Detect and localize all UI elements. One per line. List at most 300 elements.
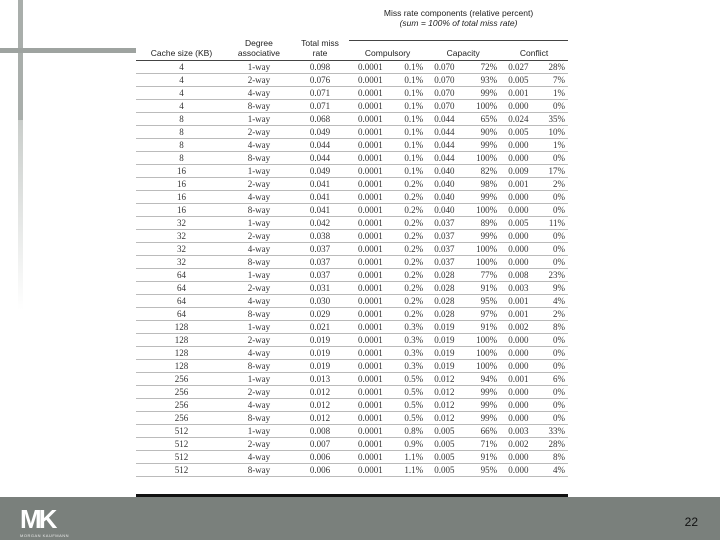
- conflict-value-cell: 0.000: [500, 138, 536, 151]
- total-miss-rate-cell: 0.037: [291, 242, 349, 255]
- header-degree-line2: associative: [237, 47, 280, 58]
- conflict-percent-cell: 0%: [537, 255, 568, 268]
- conflict-percent-cell: 33%: [537, 424, 568, 437]
- compulsory-value-cell: 0.0001: [349, 151, 392, 164]
- conflict-percent-cell: 8%: [537, 450, 568, 463]
- capacity-value-cell: 0.044: [426, 151, 462, 164]
- total-miss-rate-cell: 0.071: [291, 99, 349, 112]
- table-row: [136, 424, 568, 437]
- compulsory-percent-cell: 0.9%: [392, 437, 426, 450]
- compulsory-percent-cell: 0.1%: [392, 86, 426, 99]
- capacity-percent-cell: 65%: [463, 112, 501, 125]
- associativity-cell: 8-way: [227, 359, 291, 372]
- total-miss-rate-cell: 0.049: [291, 164, 349, 177]
- capacity-percent-cell: 99%: [463, 411, 501, 424]
- capacity-percent-cell: 99%: [463, 385, 501, 398]
- table-body: [136, 60, 568, 476]
- decorative-vertical-fade: [18, 120, 23, 310]
- capacity-percent-cell: 97%: [463, 307, 501, 320]
- header-miss-rate-components: [349, 4, 568, 40]
- cache-size-cell: 256: [136, 385, 227, 398]
- table-row: [136, 73, 568, 86]
- total-miss-rate-cell: 0.019: [291, 346, 349, 359]
- conflict-percent-cell: 9%: [537, 281, 568, 294]
- conflict-percent-cell: 4%: [537, 463, 568, 476]
- cache-size-cell: 16: [136, 203, 227, 216]
- cache-size-cell: 128: [136, 359, 227, 372]
- total-miss-rate-cell: 0.076: [291, 73, 349, 86]
- associativity-cell: 2-way: [227, 333, 291, 346]
- associativity-cell: 1-way: [227, 424, 291, 437]
- associativity-cell: 4-way: [227, 398, 291, 411]
- conflict-percent-cell: 0%: [537, 99, 568, 112]
- conflict-percent-cell: 4%: [537, 294, 568, 307]
- capacity-percent-cell: 98%: [463, 177, 501, 190]
- total-miss-rate-cell: 0.041: [291, 203, 349, 216]
- table-row: [136, 281, 568, 294]
- capacity-percent-cell: 90%: [463, 125, 501, 138]
- cache-size-cell: 256: [136, 411, 227, 424]
- compulsory-value-cell: 0.0001: [349, 242, 392, 255]
- header-total-line1: Total miss: [301, 37, 339, 48]
- conflict-value-cell: 0.001: [500, 177, 536, 190]
- capacity-value-cell: 0.040: [426, 190, 462, 203]
- compulsory-value-cell: 0.0001: [349, 190, 392, 203]
- conflict-percent-cell: 2%: [537, 177, 568, 190]
- total-miss-rate-cell: 0.049: [291, 125, 349, 138]
- compulsory-percent-cell: 0.1%: [392, 151, 426, 164]
- associativity-cell: 1-way: [227, 216, 291, 229]
- capacity-value-cell: 0.012: [426, 385, 462, 398]
- conflict-value-cell: 0.000: [500, 450, 536, 463]
- associativity-cell: 1-way: [227, 372, 291, 385]
- header-total-miss-rate: [291, 4, 349, 60]
- cache-size-cell: 64: [136, 281, 227, 294]
- total-miss-rate-cell: 0.071: [291, 86, 349, 99]
- compulsory-percent-cell: 0.3%: [392, 359, 426, 372]
- capacity-value-cell: 0.037: [426, 216, 462, 229]
- associativity-cell: 8-way: [227, 463, 291, 476]
- conflict-value-cell: 0.001: [500, 294, 536, 307]
- capacity-value-cell: 0.005: [426, 463, 462, 476]
- associativity-cell: 2-way: [227, 229, 291, 242]
- header-degree-line1: Degree: [245, 37, 273, 48]
- total-miss-rate-cell: 0.044: [291, 151, 349, 164]
- components-subtitle: (sum = 100% of total miss rate): [399, 18, 518, 28]
- compulsory-percent-cell: 0.5%: [392, 372, 426, 385]
- conflict-value-cell: 0.003: [500, 281, 536, 294]
- cache-size-cell: 512: [136, 463, 227, 476]
- conflict-percent-cell: 0%: [537, 190, 568, 203]
- capacity-percent-cell: 94%: [463, 372, 501, 385]
- table-row: [136, 307, 568, 320]
- conflict-percent-cell: 17%: [537, 164, 568, 177]
- table-row: [136, 385, 568, 398]
- associativity-cell: 8-way: [227, 151, 291, 164]
- table-row: [136, 411, 568, 424]
- compulsory-value-cell: 0.0001: [349, 424, 392, 437]
- conflict-percent-cell: 0%: [537, 242, 568, 255]
- capacity-value-cell: 0.019: [426, 346, 462, 359]
- cache-size-cell: 128: [136, 333, 227, 346]
- cache-size-cell: 16: [136, 177, 227, 190]
- associativity-cell: 4-way: [227, 294, 291, 307]
- conflict-value-cell: 0.000: [500, 242, 536, 255]
- conflict-percent-cell: 0%: [537, 333, 568, 346]
- table-row: [136, 60, 568, 73]
- table-row: [136, 86, 568, 99]
- compulsory-percent-cell: 0.2%: [392, 242, 426, 255]
- cache-size-cell: 16: [136, 164, 227, 177]
- conflict-percent-cell: 0%: [537, 151, 568, 164]
- compulsory-percent-cell: 0.2%: [392, 190, 426, 203]
- total-miss-rate-cell: 0.031: [291, 281, 349, 294]
- header-total-line2: rate: [312, 47, 328, 58]
- associativity-cell: 2-way: [227, 437, 291, 450]
- header-capacity: Capacity: [426, 40, 500, 60]
- capacity-value-cell: 0.012: [426, 398, 462, 411]
- compulsory-value-cell: 0.0001: [349, 112, 392, 125]
- conflict-value-cell: 0.000: [500, 398, 536, 411]
- compulsory-value-cell: 0.0001: [349, 307, 392, 320]
- table-row: [136, 268, 568, 281]
- table-row: [136, 177, 568, 190]
- conflict-value-cell: 0.000: [500, 346, 536, 359]
- table-row: [136, 216, 568, 229]
- conflict-value-cell: 0.000: [500, 255, 536, 268]
- total-miss-rate-cell: 0.019: [291, 359, 349, 372]
- compulsory-value-cell: 0.0001: [349, 437, 392, 450]
- compulsory-value-cell: 0.0001: [349, 372, 392, 385]
- associativity-cell: 2-way: [227, 73, 291, 86]
- cache-size-cell: 4: [136, 73, 227, 86]
- total-miss-rate-cell: 0.007: [291, 437, 349, 450]
- compulsory-percent-cell: 0.1%: [392, 60, 426, 73]
- associativity-cell: 2-way: [227, 385, 291, 398]
- conflict-value-cell: 0.000: [500, 203, 536, 216]
- associativity-cell: 8-way: [227, 255, 291, 268]
- conflict-percent-cell: 23%: [537, 268, 568, 281]
- compulsory-percent-cell: 0.3%: [392, 320, 426, 333]
- compulsory-value-cell: 0.0001: [349, 346, 392, 359]
- table-row: [136, 99, 568, 112]
- compulsory-percent-cell: 0.3%: [392, 346, 426, 359]
- associativity-cell: 1-way: [227, 112, 291, 125]
- associativity-cell: 4-way: [227, 346, 291, 359]
- table-row: [136, 346, 568, 359]
- table-row: [136, 372, 568, 385]
- table-row: [136, 151, 568, 164]
- capacity-percent-cell: 100%: [463, 99, 501, 112]
- capacity-value-cell: 0.019: [426, 359, 462, 372]
- conflict-percent-cell: 28%: [537, 60, 568, 73]
- conflict-percent-cell: 2%: [537, 307, 568, 320]
- table-row: [136, 333, 568, 346]
- capacity-value-cell: 0.012: [426, 411, 462, 424]
- cache-size-cell: 64: [136, 268, 227, 281]
- cache-size-cell: 128: [136, 346, 227, 359]
- decorative-horizontal-bar: [0, 48, 140, 53]
- table-row: [136, 112, 568, 125]
- compulsory-value-cell: 0.0001: [349, 268, 392, 281]
- conflict-value-cell: 0.005: [500, 216, 536, 229]
- compulsory-value-cell: 0.0001: [349, 216, 392, 229]
- total-miss-rate-cell: 0.013: [291, 372, 349, 385]
- total-miss-rate-cell: 0.012: [291, 411, 349, 424]
- capacity-percent-cell: 100%: [463, 203, 501, 216]
- capacity-percent-cell: 93%: [463, 73, 501, 86]
- cache-size-cell: 4: [136, 60, 227, 73]
- conflict-value-cell: 0.000: [500, 99, 536, 112]
- conflict-value-cell: 0.005: [500, 125, 536, 138]
- capacity-percent-cell: 100%: [463, 151, 501, 164]
- compulsory-value-cell: 0.0001: [349, 99, 392, 112]
- table-row: [136, 450, 568, 463]
- compulsory-percent-cell: 0.2%: [392, 203, 426, 216]
- capacity-value-cell: 0.044: [426, 138, 462, 151]
- compulsory-value-cell: 0.0001: [349, 281, 392, 294]
- conflict-percent-cell: 0%: [537, 229, 568, 242]
- capacity-value-cell: 0.040: [426, 177, 462, 190]
- table-row: [136, 164, 568, 177]
- conflict-percent-cell: 8%: [537, 320, 568, 333]
- compulsory-percent-cell: 0.8%: [392, 424, 426, 437]
- header-degree: [227, 4, 291, 60]
- header-conflict: Conflict: [500, 40, 568, 60]
- table-row: [136, 294, 568, 307]
- total-miss-rate-cell: 0.037: [291, 268, 349, 281]
- compulsory-percent-cell: 0.2%: [392, 268, 426, 281]
- capacity-value-cell: 0.019: [426, 320, 462, 333]
- capacity-percent-cell: 100%: [463, 359, 501, 372]
- associativity-cell: 4-way: [227, 450, 291, 463]
- compulsory-percent-cell: 1.1%: [392, 463, 426, 476]
- cache-size-cell: 32: [136, 255, 227, 268]
- compulsory-percent-cell: 0.3%: [392, 333, 426, 346]
- cache-size-cell: 512: [136, 450, 227, 463]
- conflict-value-cell: 0.008: [500, 268, 536, 281]
- associativity-cell: 4-way: [227, 190, 291, 203]
- compulsory-value-cell: 0.0001: [349, 229, 392, 242]
- miss-rate-table: [136, 4, 568, 477]
- mk-logo: MK: [20, 504, 55, 534]
- capacity-value-cell: 0.028: [426, 268, 462, 281]
- total-miss-rate-cell: 0.006: [291, 450, 349, 463]
- conflict-percent-cell: 0%: [537, 203, 568, 216]
- capacity-percent-cell: 77%: [463, 268, 501, 281]
- conflict-percent-cell: 0%: [537, 385, 568, 398]
- miss-rate-table-image: [136, 4, 568, 497]
- cache-size-cell: 4: [136, 99, 227, 112]
- capacity-percent-cell: 82%: [463, 164, 501, 177]
- associativity-cell: 2-way: [227, 125, 291, 138]
- header-compulsory: Compulsory: [349, 40, 426, 60]
- capacity-value-cell: 0.012: [426, 372, 462, 385]
- capacity-percent-cell: 100%: [463, 346, 501, 359]
- associativity-cell: 1-way: [227, 60, 291, 73]
- conflict-value-cell: 0.000: [500, 229, 536, 242]
- cache-size-cell: 64: [136, 307, 227, 320]
- compulsory-percent-cell: 0.2%: [392, 177, 426, 190]
- mk-logo-subtext: MORGAN KAUFMANN: [20, 533, 70, 538]
- capacity-value-cell: 0.037: [426, 255, 462, 268]
- capacity-value-cell: 0.070: [426, 99, 462, 112]
- conflict-value-cell: 0.000: [500, 190, 536, 203]
- compulsory-percent-cell: 0.2%: [392, 281, 426, 294]
- compulsory-value-cell: 0.0001: [349, 60, 392, 73]
- table-row: [136, 138, 568, 151]
- cache-size-cell: 32: [136, 216, 227, 229]
- conflict-percent-cell: 0%: [537, 398, 568, 411]
- cache-size-cell: 32: [136, 229, 227, 242]
- capacity-percent-cell: 100%: [463, 333, 501, 346]
- associativity-cell: 8-way: [227, 203, 291, 216]
- compulsory-percent-cell: 0.5%: [392, 398, 426, 411]
- compulsory-value-cell: 0.0001: [349, 450, 392, 463]
- capacity-value-cell: 0.070: [426, 86, 462, 99]
- associativity-cell: 1-way: [227, 268, 291, 281]
- conflict-percent-cell: 35%: [537, 112, 568, 125]
- cache-size-cell: 64: [136, 294, 227, 307]
- compulsory-percent-cell: 0.1%: [392, 99, 426, 112]
- conflict-percent-cell: 6%: [537, 372, 568, 385]
- compulsory-value-cell: 0.0001: [349, 398, 392, 411]
- capacity-percent-cell: 100%: [463, 242, 501, 255]
- table-row: [136, 463, 568, 476]
- compulsory-value-cell: 0.0001: [349, 255, 392, 268]
- conflict-percent-cell: 28%: [537, 437, 568, 450]
- associativity-cell: 1-way: [227, 320, 291, 333]
- capacity-percent-cell: 95%: [463, 463, 501, 476]
- capacity-value-cell: 0.070: [426, 73, 462, 86]
- associativity-cell: 4-way: [227, 138, 291, 151]
- conflict-value-cell: 0.000: [500, 411, 536, 424]
- capacity-percent-cell: 71%: [463, 437, 501, 450]
- table-row: [136, 229, 568, 242]
- cache-size-cell: 512: [136, 424, 227, 437]
- compulsory-percent-cell: 0.1%: [392, 112, 426, 125]
- compulsory-value-cell: 0.0001: [349, 333, 392, 346]
- table-row: [136, 242, 568, 255]
- capacity-percent-cell: 99%: [463, 138, 501, 151]
- cache-size-cell: 8: [136, 138, 227, 151]
- conflict-percent-cell: 10%: [537, 125, 568, 138]
- associativity-cell: 2-way: [227, 177, 291, 190]
- capacity-value-cell: 0.005: [426, 437, 462, 450]
- capacity-percent-cell: 99%: [463, 86, 501, 99]
- conflict-value-cell: 0.027: [500, 60, 536, 73]
- compulsory-value-cell: 0.0001: [349, 164, 392, 177]
- capacity-value-cell: 0.005: [426, 450, 462, 463]
- capacity-percent-cell: 72%: [463, 60, 501, 73]
- conflict-value-cell: 0.003: [500, 424, 536, 437]
- capacity-value-cell: 0.044: [426, 112, 462, 125]
- cache-size-cell: 256: [136, 372, 227, 385]
- conflict-value-cell: 0.000: [500, 463, 536, 476]
- compulsory-value-cell: 0.0001: [349, 177, 392, 190]
- capacity-percent-cell: 91%: [463, 320, 501, 333]
- capacity-value-cell: 0.037: [426, 229, 462, 242]
- total-miss-rate-cell: 0.098: [291, 60, 349, 73]
- total-miss-rate-cell: 0.068: [291, 112, 349, 125]
- associativity-cell: 8-way: [227, 307, 291, 320]
- compulsory-value-cell: 0.0001: [349, 294, 392, 307]
- capacity-value-cell: 0.040: [426, 203, 462, 216]
- total-miss-rate-cell: 0.012: [291, 385, 349, 398]
- capacity-value-cell: 0.028: [426, 294, 462, 307]
- conflict-value-cell: 0.000: [500, 359, 536, 372]
- cache-size-cell: 128: [136, 320, 227, 333]
- compulsory-percent-cell: 0.2%: [392, 307, 426, 320]
- compulsory-percent-cell: 0.1%: [392, 164, 426, 177]
- table-row: [136, 203, 568, 216]
- compulsory-percent-cell: 0.1%: [392, 125, 426, 138]
- slide-footer: [0, 497, 720, 540]
- compulsory-value-cell: 0.0001: [349, 203, 392, 216]
- capacity-percent-cell: 66%: [463, 424, 501, 437]
- compulsory-percent-cell: 0.2%: [392, 294, 426, 307]
- conflict-percent-cell: 1%: [537, 138, 568, 151]
- compulsory-value-cell: 0.0001: [349, 86, 392, 99]
- total-miss-rate-cell: 0.038: [291, 229, 349, 242]
- capacity-percent-cell: 95%: [463, 294, 501, 307]
- total-miss-rate-cell: 0.019: [291, 333, 349, 346]
- conflict-value-cell: 0.024: [500, 112, 536, 125]
- capacity-percent-cell: 100%: [463, 255, 501, 268]
- conflict-percent-cell: 0%: [537, 359, 568, 372]
- total-miss-rate-cell: 0.029: [291, 307, 349, 320]
- capacity-percent-cell: 99%: [463, 190, 501, 203]
- associativity-cell: 1-way: [227, 164, 291, 177]
- compulsory-percent-cell: 1.1%: [392, 450, 426, 463]
- total-miss-rate-cell: 0.037: [291, 255, 349, 268]
- conflict-percent-cell: 11%: [537, 216, 568, 229]
- capacity-percent-cell: 91%: [463, 450, 501, 463]
- total-miss-rate-cell: 0.041: [291, 190, 349, 203]
- cache-size-cell: 512: [136, 437, 227, 450]
- cache-size-cell: 8: [136, 151, 227, 164]
- associativity-cell: 8-way: [227, 99, 291, 112]
- table-row: [136, 359, 568, 372]
- compulsory-percent-cell: 0.1%: [392, 73, 426, 86]
- components-title: Miss rate components (relative percent): [383, 8, 534, 18]
- capacity-value-cell: 0.044: [426, 125, 462, 138]
- table-row: [136, 125, 568, 138]
- total-miss-rate-cell: 0.012: [291, 398, 349, 411]
- table-row: [136, 398, 568, 411]
- capacity-percent-cell: 99%: [463, 229, 501, 242]
- conflict-value-cell: 0.000: [500, 385, 536, 398]
- capacity-value-cell: 0.005: [426, 424, 462, 437]
- compulsory-percent-cell: 0.1%: [392, 138, 426, 151]
- associativity-cell: 4-way: [227, 242, 291, 255]
- compulsory-value-cell: 0.0001: [349, 320, 392, 333]
- header-cache-size: Cache size (KB): [136, 4, 227, 60]
- cache-size-cell: 8: [136, 125, 227, 138]
- capacity-value-cell: 0.028: [426, 307, 462, 320]
- conflict-percent-cell: 0%: [537, 411, 568, 424]
- conflict-percent-cell: 0%: [537, 346, 568, 359]
- table-row: [136, 255, 568, 268]
- capacity-percent-cell: 89%: [463, 216, 501, 229]
- conflict-value-cell: 0.005: [500, 73, 536, 86]
- compulsory-value-cell: 0.0001: [349, 385, 392, 398]
- capacity-value-cell: 0.028: [426, 281, 462, 294]
- compulsory-percent-cell: 0.2%: [392, 255, 426, 268]
- conflict-percent-cell: 7%: [537, 73, 568, 86]
- compulsory-percent-cell: 0.2%: [392, 216, 426, 229]
- capacity-value-cell: 0.019: [426, 333, 462, 346]
